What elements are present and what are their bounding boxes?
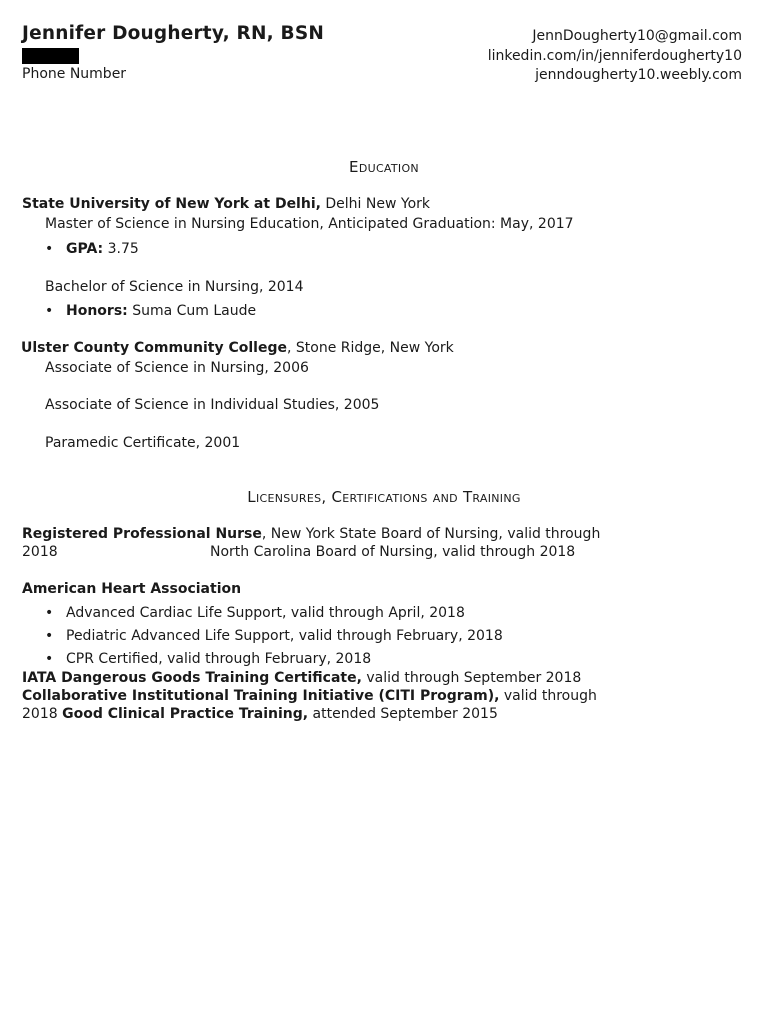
suny-bachelors: Bachelor of Science in Nursing, 2014 xyxy=(45,279,304,295)
education-heading: Education xyxy=(349,158,419,176)
aha-item-text: CPR Certified, valid through February, 2018 xyxy=(66,651,372,667)
ulster-degree-individual: Associate of Science in Individual Studies, 2005 xyxy=(45,397,380,413)
suny-masters: Master of Science in Nursing Education, Anticipated Graduation: May, 2017 xyxy=(45,216,574,232)
gpa-bullet xyxy=(45,241,139,257)
bullet-icon xyxy=(45,303,66,319)
gcp-text: attended September 2015 xyxy=(308,706,498,722)
rn-ny-text: , New York State Board of Nursing, valid through xyxy=(261,526,601,542)
rn-line2-year: 2018 xyxy=(22,544,58,560)
aha-item-text: Advanced Cardiac Life Support, valid through April, 2018 xyxy=(66,605,465,621)
rn-title: Registered Professional Nurse xyxy=(22,526,262,542)
gpa-value: 3.75 xyxy=(103,241,139,257)
gcp-title: Good Clinical Practice Training, xyxy=(62,706,309,722)
honors-label: Honors: xyxy=(66,303,128,319)
redaction-bar xyxy=(22,48,79,64)
ulster-paramedic: Paramedic Certificate, 2001 xyxy=(45,435,241,451)
bullet-icon xyxy=(45,605,66,621)
citi-title: Collaborative Institutional Training Initiative (CITI Program), xyxy=(22,688,500,704)
applicant-name: Jennifer Dougherty, RN, BSN xyxy=(22,23,325,44)
ulster-entry xyxy=(21,340,454,356)
ulster-degree-nursing: Associate of Science in Nursing, 2006 xyxy=(45,360,309,376)
gcp-entry xyxy=(22,706,498,722)
citi-entry xyxy=(22,688,597,704)
iata-title: IATA Dangerous Goods Training Certificate, xyxy=(22,670,362,686)
linkedin-url: linkedin.com/in/jenniferdougherty10 xyxy=(487,47,742,64)
honors-bullet xyxy=(45,303,256,319)
aha-item xyxy=(45,605,465,621)
aha-item xyxy=(45,628,503,644)
suny-school: State University of New York at Delhi, xyxy=(22,196,321,212)
ulster-location: , Stone Ridge, New York xyxy=(286,340,454,356)
ulster-school: Ulster County Community College xyxy=(21,340,287,356)
phone-label: Phone Number xyxy=(22,66,127,82)
licensures-heading: Licensures, Certifications and Training xyxy=(247,488,521,506)
aha-item xyxy=(45,651,371,667)
iata-entry xyxy=(22,670,581,686)
bullet-icon xyxy=(45,651,66,667)
bullet-icon xyxy=(45,628,66,644)
aha-title: American Heart Association xyxy=(22,581,242,597)
rn-nc-text: North Carolina Board of Nursing, valid through 2018 xyxy=(210,544,576,560)
aha-item-text: Pediatric Advanced Life Support, valid through February, 2018 xyxy=(66,628,503,644)
iata-text: valid through September 2018 xyxy=(361,670,582,686)
contact-info xyxy=(488,27,742,86)
gpa-label: GPA: xyxy=(66,241,104,257)
email-address: JennDougherty10@gmail.com xyxy=(532,28,742,44)
bullet-icon xyxy=(45,241,66,257)
website-url: jenndougherty10.weebly.com xyxy=(535,67,742,83)
suny-location: Delhi New York xyxy=(320,196,431,212)
honors-value: Suma Cum Laude xyxy=(127,303,257,319)
citi-year: 2018 xyxy=(22,706,63,722)
citi-text: valid through xyxy=(499,688,597,704)
suny-entry xyxy=(22,196,430,212)
rn-entry xyxy=(22,526,600,542)
